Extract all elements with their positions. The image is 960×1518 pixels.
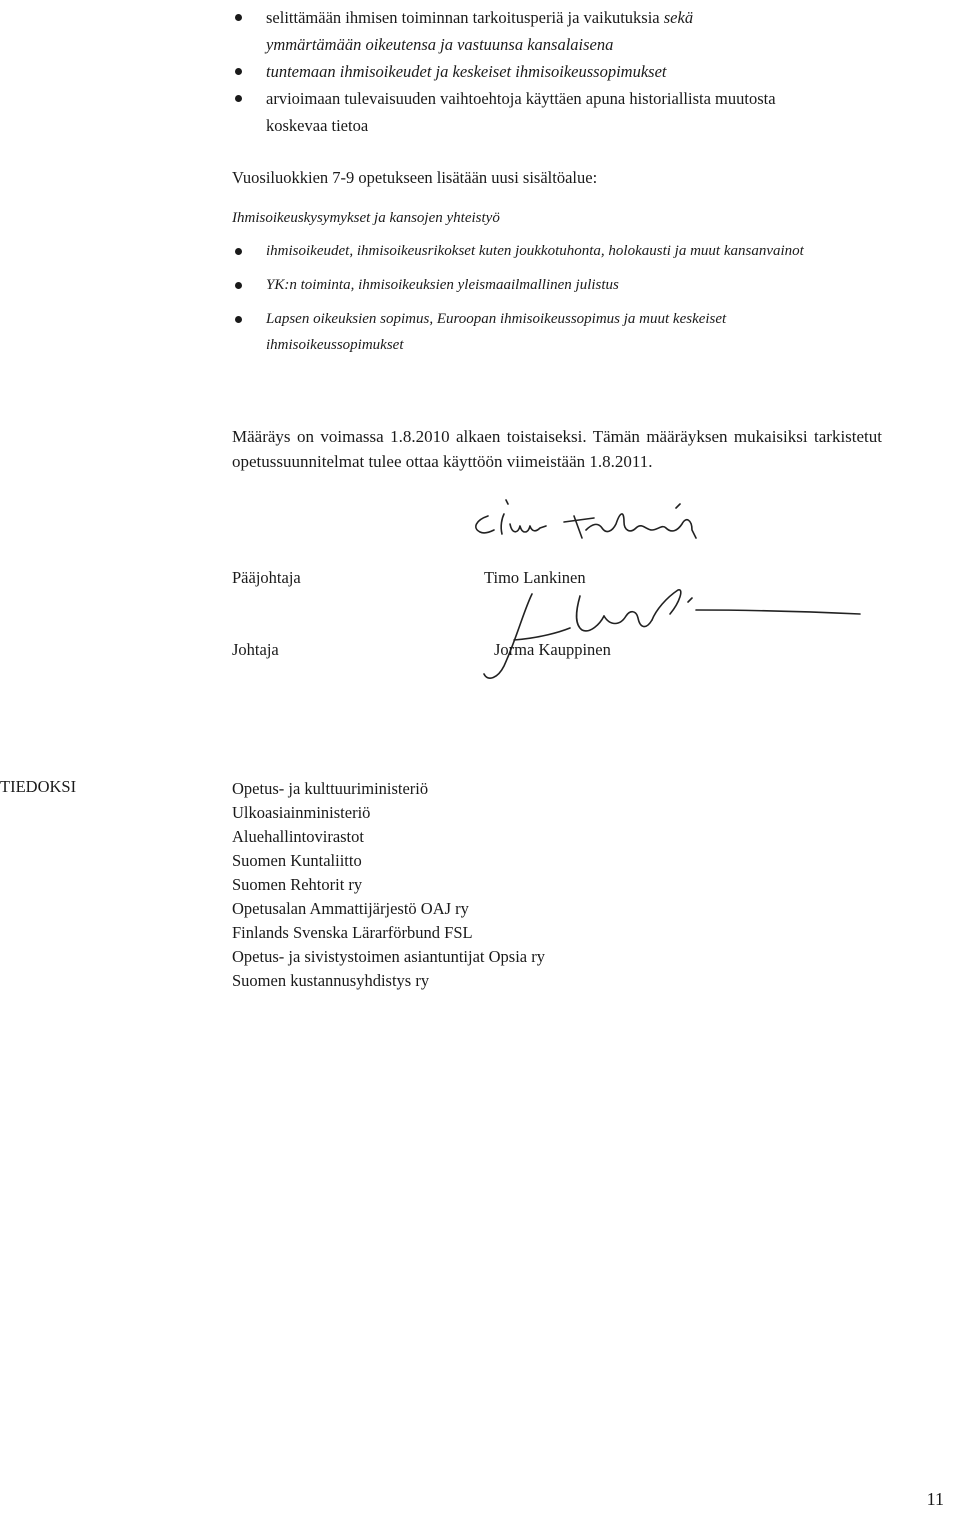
list-item-italic: ymmärtämään oikeutensa ja vastuunsa kansalaisena xyxy=(266,35,614,54)
list-item xyxy=(232,272,866,298)
distribution-label: TIEDOKSI xyxy=(0,777,77,796)
list-item-text: Lapsen oikeuksien sopimus, Euroopan ihmisoikeussopimus ja muut keskeiset ihmisoikeussopimukset xyxy=(266,311,727,353)
list-item xyxy=(232,4,826,58)
list-item: Opetusalan Ammattijärjestö OAJ ry xyxy=(232,899,469,918)
list-item: Opetus- ja kulttuuriministeriö xyxy=(232,779,429,798)
signatory-role: Johtaja xyxy=(232,640,279,659)
objectives-list xyxy=(232,4,826,139)
list-item: Finlands Svenska Lärarförbund FSL xyxy=(232,923,473,942)
signature-kauppinen xyxy=(470,580,870,690)
decree-paragraph: Määräys on voimassa 1.8.2010 alkaen toistaiseksi. Tämän määräyksen mukaisiksi tarkistetut opetussuunnitelmat tulee ottaa käyttöön viimeistään 1.8.2011. xyxy=(232,427,882,471)
page-number: 11 xyxy=(926,1489,944,1509)
list-item-text: YK:n toiminta, ihmisoikeuksien yleismaailmallinen julistus xyxy=(266,277,619,293)
list-item-italic: tuntemaan ihmisoikeudet ja keskeiset ihmisoikeussopimukset xyxy=(266,62,667,81)
signatory-name: Jorma Kauppinen xyxy=(494,640,611,659)
list-item xyxy=(232,306,866,358)
list-item: Suomen Kuntaliitto xyxy=(232,851,362,870)
signature-lankinen xyxy=(466,494,716,554)
list-item: Aluehallintovirastot xyxy=(232,827,364,846)
list-item-text: ihmisoikeudet, ihmisoikeusrikokset kuten joukkotuhonta, holokausti ja muut kansanvainot xyxy=(266,243,804,259)
content-area-intro: Vuosiluokkien 7-9 opetukseen lisätään uusi sisältöalue: xyxy=(232,168,598,187)
list-item: Suomen Rehtorit ry xyxy=(232,875,363,894)
signatory-name: Timo Lankinen xyxy=(484,568,586,587)
list-item xyxy=(232,85,826,139)
list-item-text: selittämään ihmisen toiminnan tarkoitusperiä ja vaikutuksia xyxy=(266,8,664,27)
signatory-role: Pääjohtaja xyxy=(232,568,301,587)
distribution-list xyxy=(232,777,545,993)
list-item xyxy=(232,58,826,85)
list-item: Opetus- ja sivistystoimen asiantuntijat Opsia ry xyxy=(232,947,546,966)
content-area-list xyxy=(232,238,866,358)
content-area-title: Ihmisoikeuskysymykset ja kansojen yhteistyö xyxy=(232,210,500,226)
list-item: Suomen kustannusyhdistys ry xyxy=(232,971,430,990)
list-item xyxy=(232,238,826,264)
list-item-text: arvioimaan tulevaisuuden vaihtoehtoja käyttäen apuna historiallista muutosta koskevaa tietoa xyxy=(266,89,776,135)
list-item-italic: sekä xyxy=(663,8,694,27)
list-item: Ulkoasiainministeriö xyxy=(232,803,371,822)
